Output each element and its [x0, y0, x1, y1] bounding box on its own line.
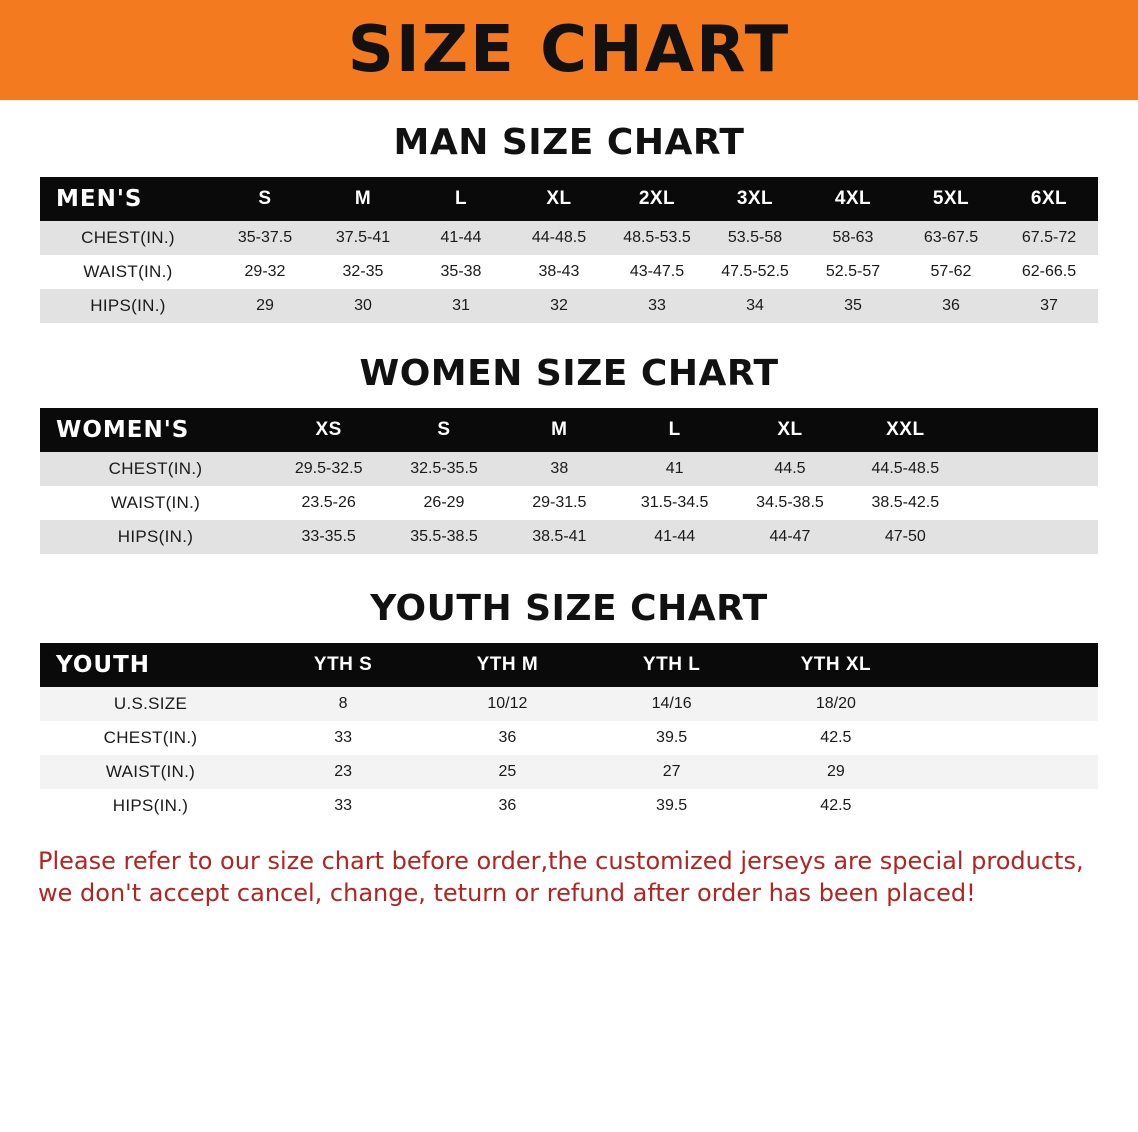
man-row-2-label: HIPS(IN.)	[40, 289, 216, 323]
man-cell-2-0: 29	[216, 289, 314, 323]
man-header-col-8: 6XL	[1000, 177, 1098, 221]
women-cell-0-5: 44.5-48.5	[848, 452, 963, 486]
women-size-table	[40, 408, 1098, 554]
man-cell-1-4: 43-47.5	[608, 255, 706, 289]
women-cell-0-1: 32.5-35.5	[386, 452, 501, 486]
women-header-corner: WOMEN'S	[40, 408, 271, 452]
youth-cell-3-1: 36	[425, 789, 589, 823]
man-cell-0-0: 35-37.5	[216, 221, 314, 255]
women-header-col-4: XL	[732, 408, 847, 452]
women-cell-1-1: 26-29	[386, 486, 501, 520]
women-cell-1-3: 31.5-34.5	[617, 486, 732, 520]
youth-cell-1-1: 36	[425, 721, 589, 755]
man-header-row	[40, 177, 1098, 221]
man-table-wrap	[40, 177, 1098, 323]
man-cell-2-6: 35	[804, 289, 902, 323]
man-header-corner: MEN'S	[40, 177, 216, 221]
women-cell-1-2: 29-31.5	[502, 486, 617, 520]
youth-cell-2-1: 25	[425, 755, 589, 789]
man-cell-0-3: 44-48.5	[510, 221, 608, 255]
youth-header-col-0: YTH S	[261, 643, 425, 687]
disclaimer-note	[38, 845, 1100, 910]
man-row-0-label: CHEST(IN.)	[40, 221, 216, 255]
women-table-head	[40, 408, 1098, 452]
table-row	[40, 452, 1098, 486]
youth-row-1-label: CHEST(IN.)	[40, 721, 261, 755]
women-table-wrap	[40, 408, 1098, 554]
youth-header-row	[40, 643, 1098, 687]
man-cell-1-6: 52.5-57	[804, 255, 902, 289]
youth-table-wrap	[40, 643, 1098, 823]
man-header-col-6: 4XL	[804, 177, 902, 221]
man-header-col-3: XL	[510, 177, 608, 221]
table-row	[40, 755, 1098, 789]
man-header-col-5: 3XL	[706, 177, 804, 221]
man-cell-1-2: 35-38	[412, 255, 510, 289]
youth-header-spacer	[918, 643, 1098, 687]
man-cell-1-8: 62-66.5	[1000, 255, 1098, 289]
youth-cell-1-spacer	[918, 721, 1098, 755]
youth-header-corner: YOUTH	[40, 643, 261, 687]
women-header-row	[40, 408, 1098, 452]
man-size-table	[40, 177, 1098, 323]
man-cell-2-4: 33	[608, 289, 706, 323]
banner-title: SIZE CHART	[347, 13, 791, 87]
youth-cell-2-2: 27	[590, 755, 754, 789]
women-cell-1-0: 23.5-26	[271, 486, 386, 520]
man-cell-2-3: 32	[510, 289, 608, 323]
women-cell-0-spacer	[963, 452, 1098, 486]
man-cell-0-4: 48.5-53.5	[608, 221, 706, 255]
youth-cell-0-spacer	[918, 687, 1098, 721]
women-row-2-label: HIPS(IN.)	[40, 520, 271, 554]
women-cell-1-5: 38.5-42.5	[848, 486, 963, 520]
man-cell-2-2: 31	[412, 289, 510, 323]
man-section-heading: MAN SIZE CHART	[393, 122, 745, 163]
youth-cell-2-spacer	[918, 755, 1098, 789]
women-header-col-1: S	[386, 408, 501, 452]
man-header-col-4: 2XL	[608, 177, 706, 221]
man-cell-0-1: 37.5-41	[314, 221, 412, 255]
man-cell-1-3: 38-43	[510, 255, 608, 289]
women-cell-2-1: 35.5-38.5	[386, 520, 501, 554]
women-header-col-2: M	[502, 408, 617, 452]
table-row	[40, 486, 1098, 520]
man-table-body	[40, 221, 1098, 323]
youth-cell-1-0: 33	[261, 721, 425, 755]
disclaimer-line-1: Please refer to our size chart before order,the customized jerseys are special products,	[38, 847, 1084, 875]
women-header-col-0: XS	[271, 408, 386, 452]
youth-cell-3-0: 33	[261, 789, 425, 823]
women-cell-2-0: 33-35.5	[271, 520, 386, 554]
man-cell-0-2: 41-44	[412, 221, 510, 255]
youth-cell-0-2: 14/16	[590, 687, 754, 721]
women-section-heading: WOMEN SIZE CHART	[359, 353, 779, 394]
women-cell-2-spacer	[963, 520, 1098, 554]
man-cell-1-1: 32-35	[314, 255, 412, 289]
table-row	[40, 789, 1098, 823]
youth-cell-3-2: 39.5	[590, 789, 754, 823]
women-cell-0-3: 41	[617, 452, 732, 486]
women-row-1-label: WAIST(IN.)	[40, 486, 271, 520]
man-cell-2-5: 34	[706, 289, 804, 323]
man-cell-2-1: 30	[314, 289, 412, 323]
youth-cell-0-3: 18/20	[754, 687, 918, 721]
table-row	[40, 687, 1098, 721]
table-row	[40, 520, 1098, 554]
women-cell-0-0: 29.5-32.5	[271, 452, 386, 486]
man-cell-0-5: 53.5-58	[706, 221, 804, 255]
man-header-col-0: S	[216, 177, 314, 221]
man-cell-1-0: 29-32	[216, 255, 314, 289]
youth-cell-2-0: 23	[261, 755, 425, 789]
man-cell-2-8: 37	[1000, 289, 1098, 323]
youth-cell-1-3: 42.5	[754, 721, 918, 755]
table-row	[40, 221, 1098, 255]
youth-table-body	[40, 687, 1098, 823]
women-table-body	[40, 452, 1098, 554]
table-row	[40, 289, 1098, 323]
youth-row-0-label: U.S.SIZE	[40, 687, 261, 721]
women-cell-2-2: 38.5-41	[502, 520, 617, 554]
women-cell-1-4: 34.5-38.5	[732, 486, 847, 520]
man-cell-1-5: 47.5-52.5	[706, 255, 804, 289]
women-header-spacer	[963, 408, 1098, 452]
youth-cell-0-0: 8	[261, 687, 425, 721]
disclaimer-line-2: we don't accept cancel, change, teturn or refund after order has been placed!	[38, 879, 976, 908]
man-header-col-1: M	[314, 177, 412, 221]
youth-row-2-label: WAIST(IN.)	[40, 755, 261, 789]
youth-section-heading: YOUTH SIZE CHART	[370, 588, 768, 629]
table-row	[40, 255, 1098, 289]
youth-size-table	[40, 643, 1098, 823]
women-row-0-label: CHEST(IN.)	[40, 452, 271, 486]
youth-cell-0-1: 10/12	[425, 687, 589, 721]
man-table-head	[40, 177, 1098, 221]
youth-cell-2-3: 29	[754, 755, 918, 789]
women-cell-2-3: 41-44	[617, 520, 732, 554]
women-header-col-3: L	[617, 408, 732, 452]
man-cell-0-8: 67.5-72	[1000, 221, 1098, 255]
man-row-1-label: WAIST(IN.)	[40, 255, 216, 289]
man-cell-0-6: 58-63	[804, 221, 902, 255]
man-cell-0-7: 63-67.5	[902, 221, 1000, 255]
women-cell-2-5: 47-50	[848, 520, 963, 554]
women-cell-1-spacer	[963, 486, 1098, 520]
man-header-col-7: 5XL	[902, 177, 1000, 221]
youth-row-3-label: HIPS(IN.)	[40, 789, 261, 823]
banner	[0, 0, 1138, 100]
youth-header-col-1: YTH M	[425, 643, 589, 687]
women-cell-2-4: 44-47	[732, 520, 847, 554]
youth-cell-1-2: 39.5	[590, 721, 754, 755]
man-header-col-2: L	[412, 177, 510, 221]
man-cell-2-7: 36	[902, 289, 1000, 323]
women-cell-0-2: 38	[502, 452, 617, 486]
women-cell-0-4: 44.5	[732, 452, 847, 486]
man-cell-1-7: 57-62	[902, 255, 1000, 289]
women-header-col-5: XXL	[848, 408, 963, 452]
table-row	[40, 721, 1098, 755]
youth-header-col-2: YTH L	[590, 643, 754, 687]
youth-table-head	[40, 643, 1098, 687]
youth-cell-3-spacer	[918, 789, 1098, 823]
youth-cell-3-3: 42.5	[754, 789, 918, 823]
youth-header-col-3: YTH XL	[754, 643, 918, 687]
